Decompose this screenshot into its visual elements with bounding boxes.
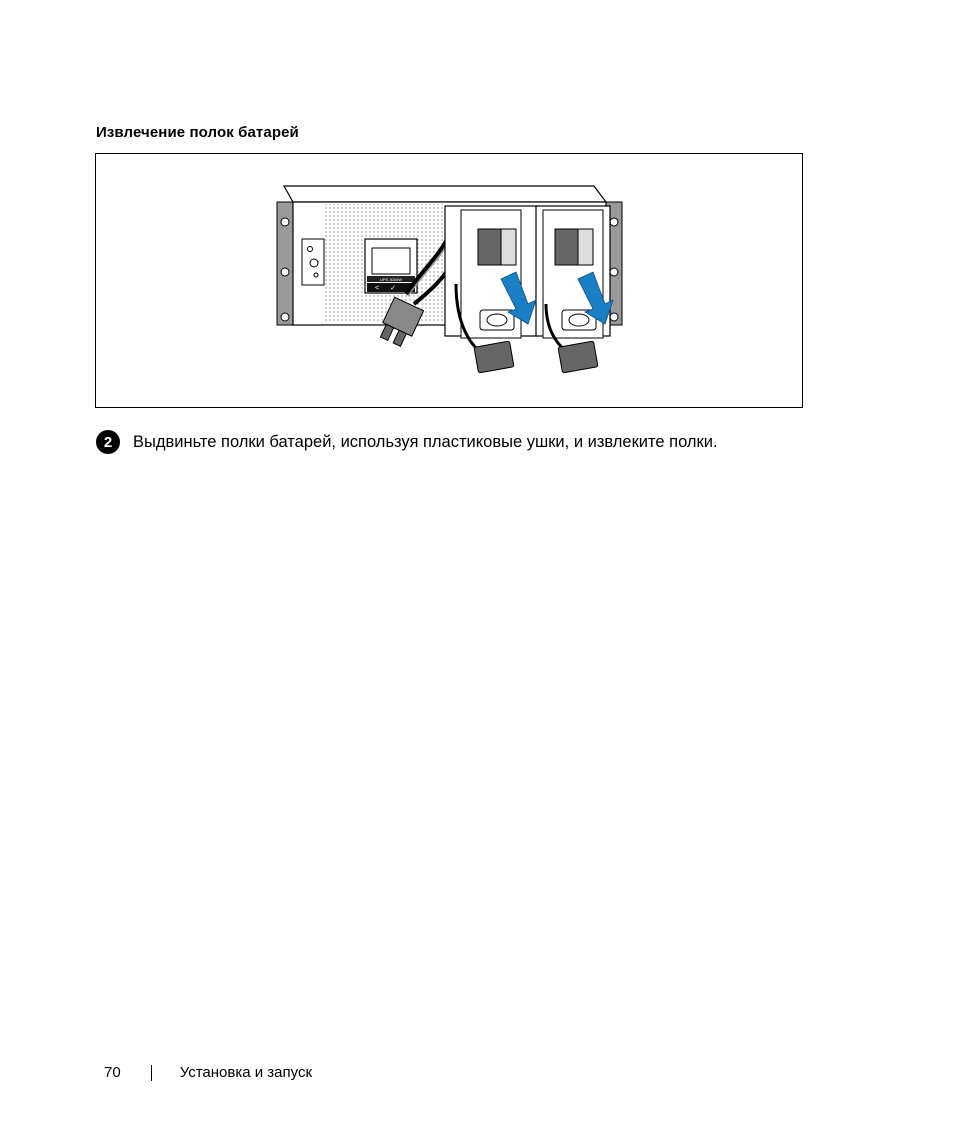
svg-text:<: < — [374, 285, 380, 292]
svg-text:✓: ✓ — [390, 285, 396, 292]
battery-removal-figure — [95, 153, 803, 408]
footer-section-name: Установка и запуск — [179, 1064, 313, 1081]
page-footer — [104, 1064, 312, 1081]
step-text: Выдвиньте полки батарей, используя пластиковые ушки, и извлеките полки. — [133, 432, 718, 451]
instruction-step — [96, 430, 718, 454]
step-number-badge: 2 — [96, 430, 120, 454]
footer-divider — [151, 1065, 152, 1081]
screw-icon — [281, 313, 289, 321]
page-number: 70 — [104, 1064, 121, 1081]
display-label: UPS 3000W — [379, 277, 403, 282]
screw-icon — [281, 218, 289, 226]
section-title: Извлечение полок батарей — [96, 124, 299, 141]
ups-illustration — [96, 154, 802, 407]
screw-icon — [610, 268, 618, 276]
screw-icon — [610, 218, 618, 226]
screw-icon — [610, 313, 618, 321]
screw-icon — [281, 268, 289, 276]
lcd-screen — [372, 248, 410, 274]
